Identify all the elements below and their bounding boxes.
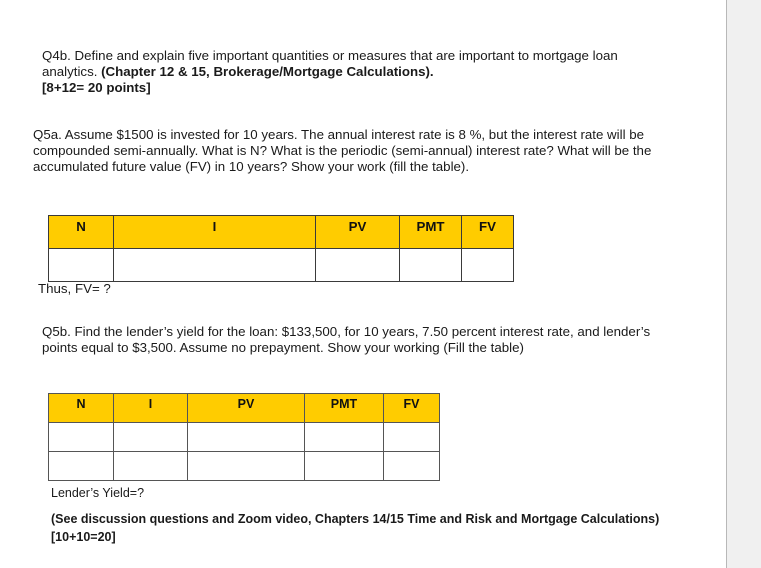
cell-pmt[interactable] (305, 452, 384, 481)
cell-n[interactable] (49, 452, 114, 481)
table-header-row (49, 216, 514, 249)
cell-i[interactable] (114, 423, 188, 452)
cell-pv[interactable] (316, 249, 400, 282)
header-pv: PV (188, 394, 305, 423)
question-q4b (42, 48, 662, 96)
q4b-chapter-ref: (Chapter 12 & 15, Brokerage/Mortgage Calculations). (101, 64, 434, 79)
q5b-tvm-table (48, 393, 440, 481)
cell-pv[interactable] (188, 452, 305, 481)
table-header-row (49, 394, 440, 423)
header-i: I (114, 394, 188, 423)
table-row (49, 423, 440, 452)
header-pmt: PMT (400, 216, 462, 249)
cell-fv[interactable] (462, 249, 514, 282)
side-panel (726, 0, 761, 568)
cell-n[interactable] (49, 423, 114, 452)
header-pv: PV (316, 216, 400, 249)
q4b-points: [8+12= 20 points] (42, 80, 151, 95)
question-q5b: Q5b. Find the lender’s yield for the loan: $133,500, for 10 years, 7.50 percent interest rate, and lender’s points equal to $3,500. Assume no prepayment. Show your working (Fill the table) (42, 324, 651, 355)
cell-fv[interactable] (384, 423, 440, 452)
cell-i[interactable] (114, 249, 316, 282)
table-row (49, 452, 440, 481)
q5a-result-label: Thus, FV= ? (38, 281, 111, 296)
cell-pmt[interactable] (400, 249, 462, 282)
cell-n[interactable] (49, 249, 114, 282)
q5b-result-label: Lender’s Yield=? (51, 486, 145, 500)
cell-i[interactable] (114, 452, 188, 481)
header-n: N (49, 216, 114, 249)
cell-pmt[interactable] (305, 423, 384, 452)
header-pmt: PMT (305, 394, 384, 423)
header-n: N (49, 394, 114, 423)
header-fv: FV (462, 216, 514, 249)
reference-note: (See discussion questions and Zoom video, Chapters 14/15 Time and Risk and Mortgage Calculations) [10+10=20] (51, 512, 660, 544)
q4b-text: Q4b. Define and explain five important quantities or measures that are important to mortgage loan analytics. (42, 48, 618, 79)
question-q5a: Q5a. Assume $1500 is invested for 10 years. The annual interest rate is 8 %, but the interest rate will be compounded semi-annually. What is N? What is the periodic (semi-annual) interest rate? What will be the accumulated future value (FV) in 10 years? Show your work (fill the table). (33, 127, 652, 174)
cell-pv[interactable] (188, 423, 305, 452)
q5a-tvm-table (48, 215, 514, 282)
table-row (49, 249, 514, 282)
cell-fv[interactable] (384, 452, 440, 481)
header-fv: FV (384, 394, 440, 423)
header-i: I (114, 216, 316, 249)
